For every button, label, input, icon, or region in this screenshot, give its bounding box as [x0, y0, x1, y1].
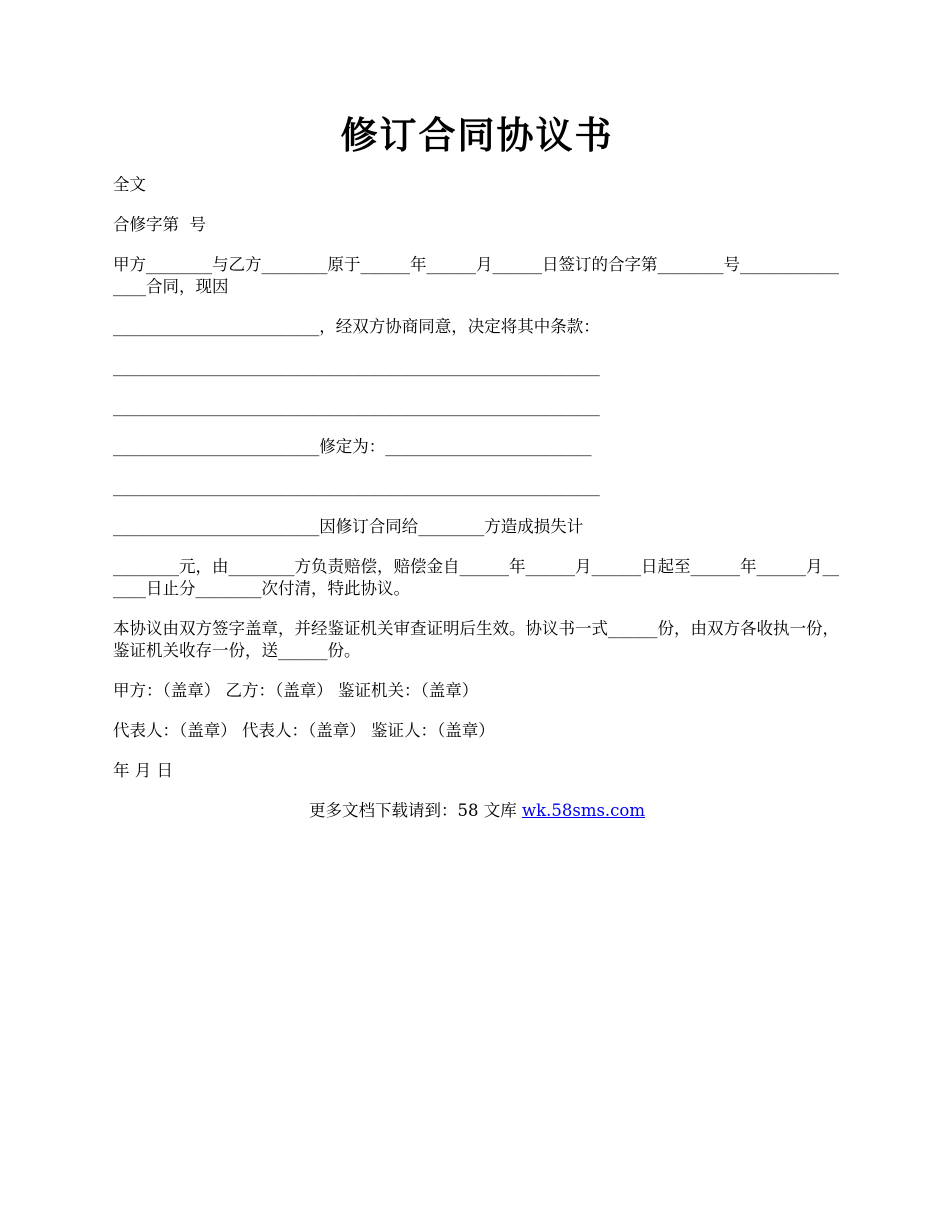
footer-link[interactable]: wk.58sms.com	[521, 801, 645, 820]
para-party-signatures: 甲方：（盖章） 乙方：（盖章） 鉴证机关：（盖章）	[113, 681, 479, 700]
para-fulltext-label: 全文	[113, 175, 146, 194]
para-reason-agreement: _________________________，经双方协商同意，决定将其中条款：	[113, 317, 600, 336]
document-page	[113, 108, 841, 822]
para-blank-line-2: ___________________________________________________________	[113, 397, 600, 416]
para-parties-original-date: 甲方________与乙方________原于______年______月______日签订的合字第________号________________合同，现因	[113, 255, 839, 296]
para-compensation: ________元，由________方负责赔偿，赔偿金自______年______月______日起至______年______月______日止分________次付清，特此协议。	[113, 557, 839, 598]
para-effectiveness: 本协议由双方签字盖章，并经鉴证机关审查证明后生效。协议书一式______份，由双方各收执一份，鉴证机关收存一份，送______份。	[113, 619, 839, 660]
para-representative-signatures: 代表人：（盖章） 代表人：（盖章） 鉴证人：（盖章）	[113, 721, 495, 740]
para-date-line: 年 月 日	[113, 761, 173, 780]
para-blank-line-3: ___________________________________________________________	[113, 477, 600, 496]
para-contract-number: 合修字第 号	[113, 215, 206, 234]
para-blank-line-1: ___________________________________________________________	[113, 357, 600, 376]
document-title: 修订合同协议书	[340, 113, 614, 157]
download-footer	[113, 800, 841, 822]
para-amended-to: _________________________修定为：_________________________	[113, 437, 592, 456]
footer-text: 更多文档下载请到：58 文库	[308, 801, 522, 820]
para-loss-caused: _________________________因修订合同给________方造成损失计	[113, 517, 584, 536]
